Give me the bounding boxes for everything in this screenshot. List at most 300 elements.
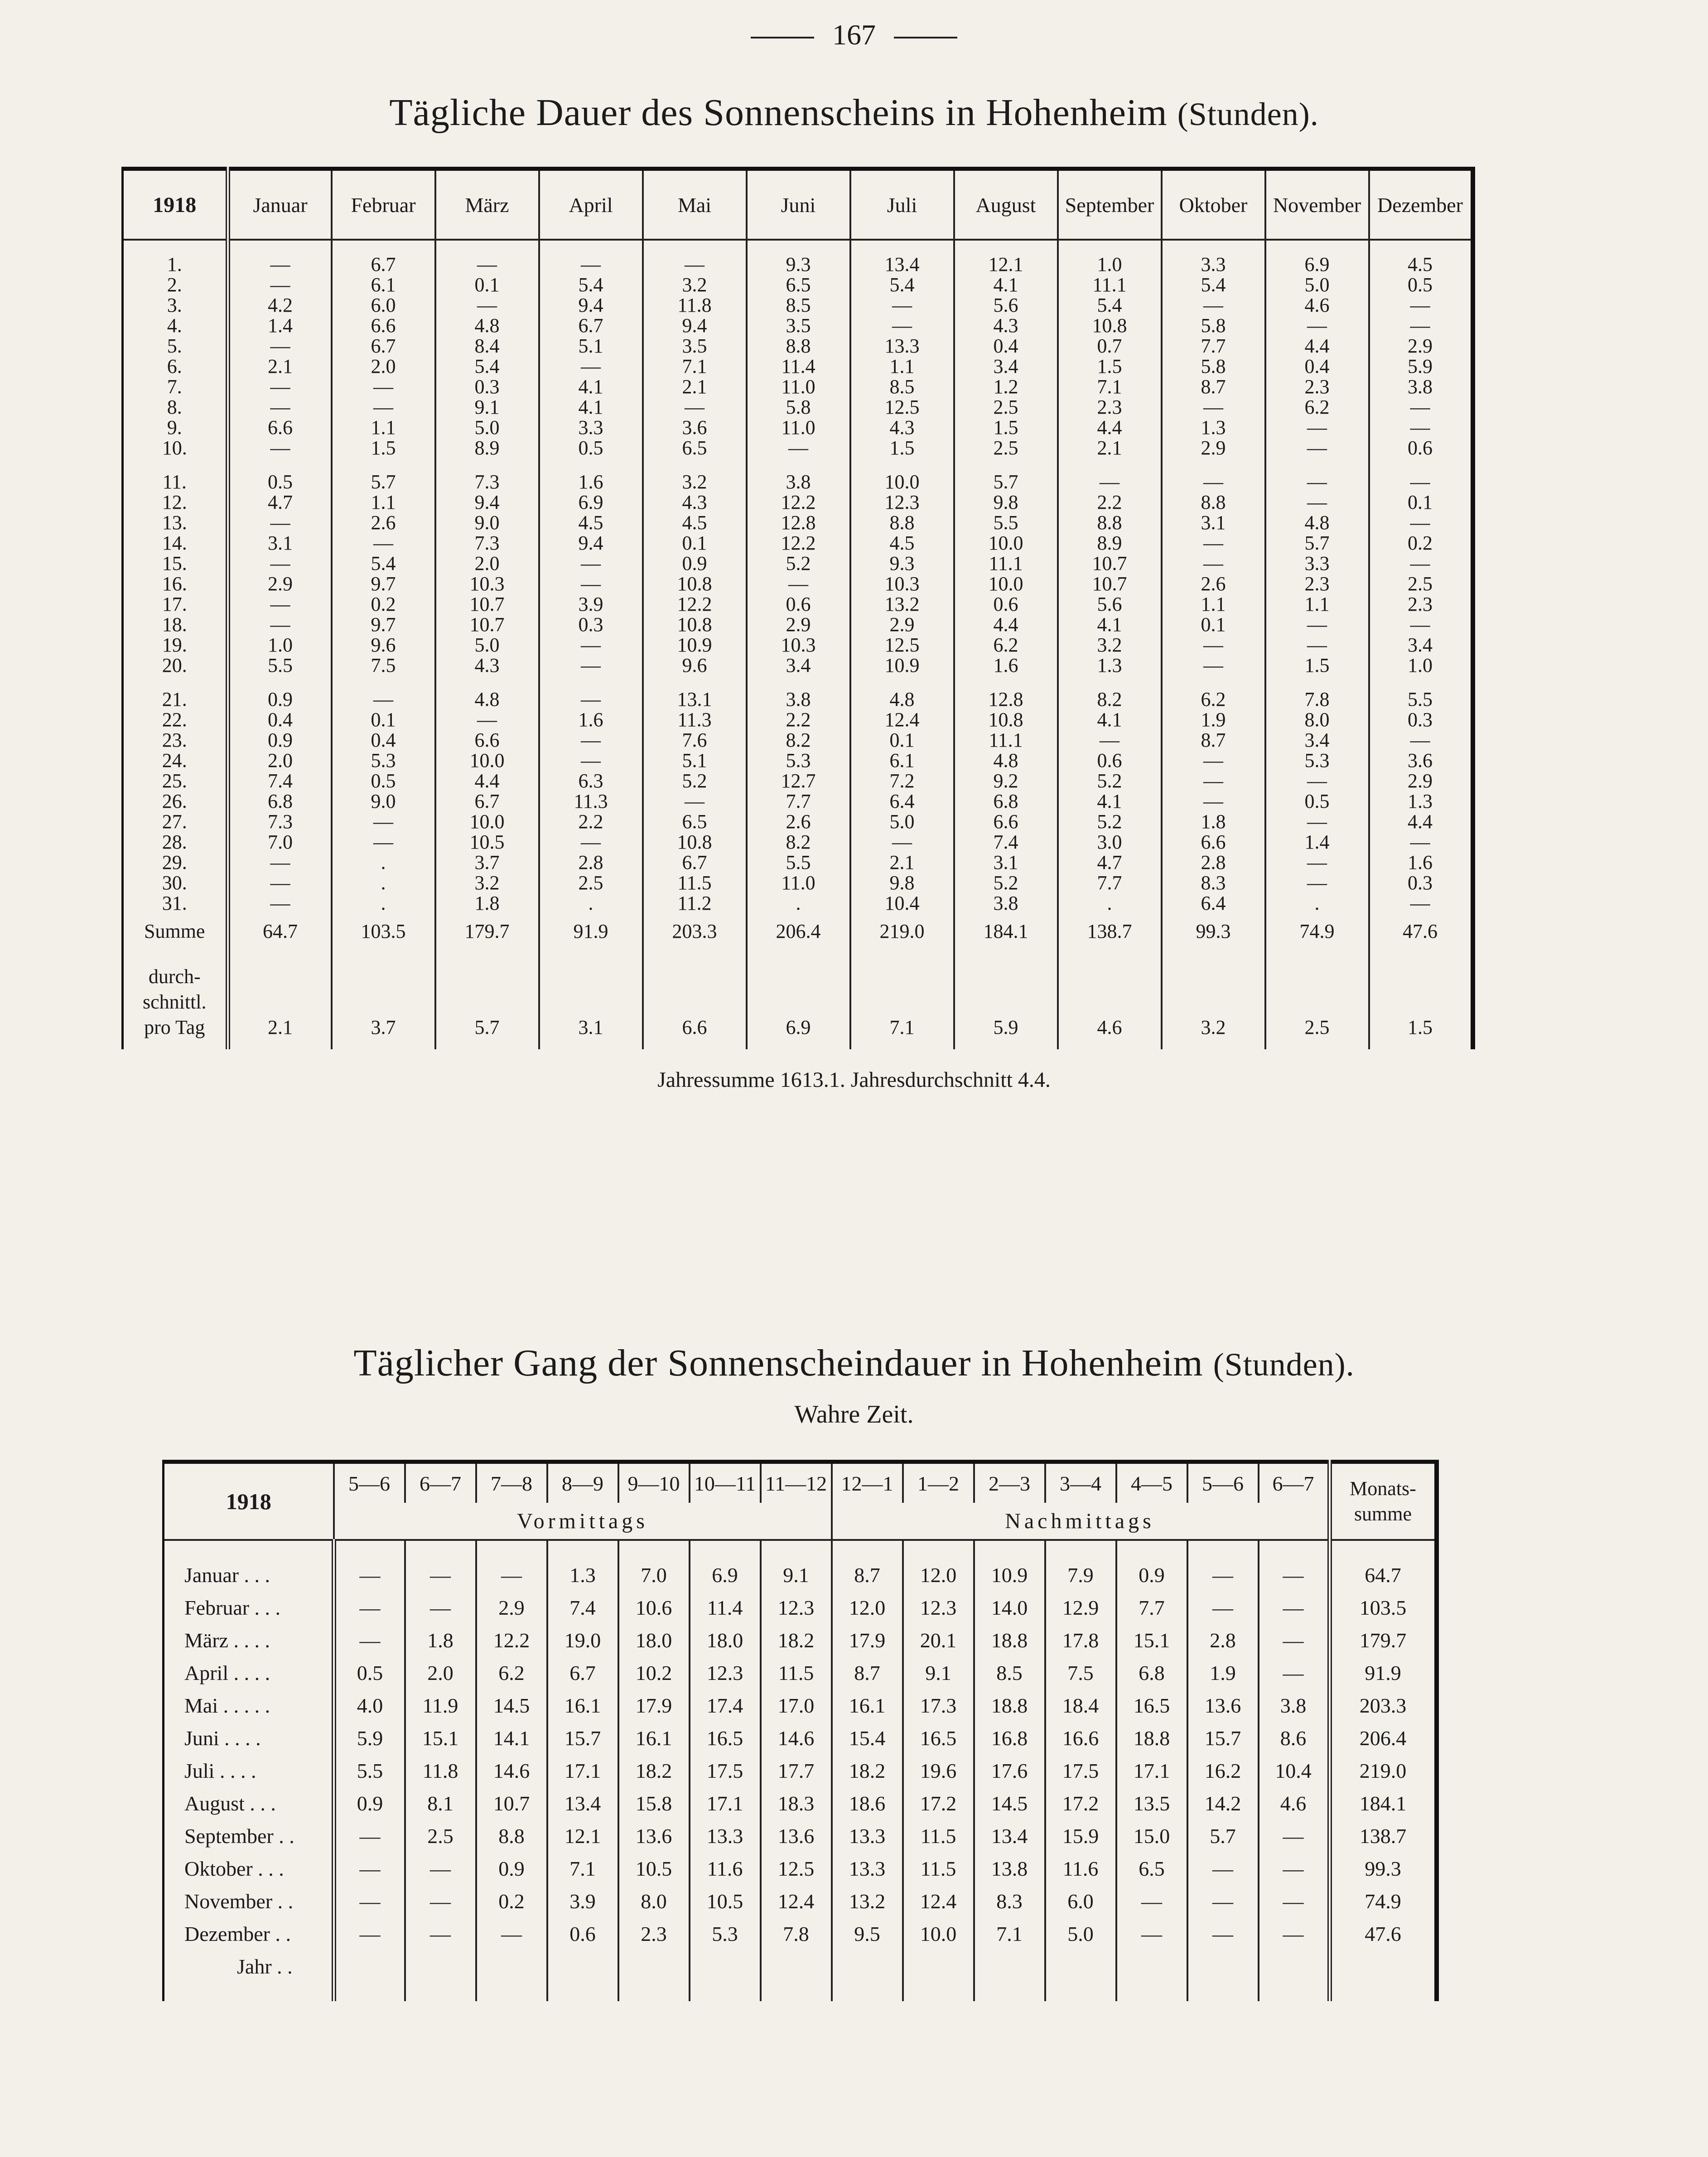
data-cell: 1.1	[332, 492, 435, 512]
day-label: 6.	[123, 356, 228, 376]
data-cell: 9.8	[954, 492, 1058, 512]
data-cell: 13.4	[547, 1787, 618, 1820]
data-cell: 16.5	[690, 1722, 761, 1755]
data-cell: —	[1162, 771, 1265, 791]
data-cell: —	[1259, 1820, 1330, 1853]
data-cell: —	[1265, 417, 1369, 438]
data-cell: 9.8	[850, 873, 954, 893]
data-cell: —	[1265, 811, 1369, 832]
data-cell: 2.8	[1187, 1624, 1259, 1657]
data-cell: 12.3	[903, 1592, 974, 1624]
data-cell: 3.8	[954, 893, 1058, 913]
average-cell: 4.6	[1058, 950, 1162, 1049]
data-cell: 11.3	[539, 791, 643, 811]
month-label: März . . . .	[164, 1624, 334, 1657]
data-cell: 13.6	[1187, 1689, 1259, 1722]
data-cell: 8.2	[1058, 689, 1162, 709]
data-cell: 13.3	[850, 336, 954, 356]
table-row	[164, 1722, 1437, 1755]
data-cell: 5.5	[334, 1755, 405, 1787]
data-cell: 8.1	[405, 1787, 476, 1820]
empty-cell	[832, 1950, 903, 1983]
data-cell: —	[228, 336, 332, 356]
empty-cell	[690, 1950, 761, 1983]
spacer-cell	[643, 240, 747, 254]
data-cell: —	[1369, 730, 1473, 750]
data-cell: 8.8	[850, 512, 954, 533]
table-row	[123, 873, 1473, 893]
data-cell: 6.7	[332, 254, 435, 275]
table-row	[123, 336, 1473, 356]
data-cell: 1.6	[1369, 852, 1473, 873]
data-cell: 12.5	[761, 1853, 832, 1885]
data-cell: 18.8	[974, 1689, 1045, 1722]
table2-container	[162, 1460, 1435, 2001]
data-cell: 13.4	[850, 254, 954, 275]
data-cell: 11.6	[690, 1853, 761, 1885]
data-cell: 7.3	[435, 533, 539, 553]
data-cell: 3.6	[643, 417, 747, 438]
data-cell: 8.7	[832, 1657, 903, 1689]
data-cell: 11.3	[643, 709, 747, 730]
data-cell: 2.2	[1058, 492, 1162, 512]
jahr-label: Jahr . .	[164, 1950, 334, 1983]
data-cell: 16.6	[1045, 1722, 1116, 1755]
data-cell: 7.7	[1162, 336, 1265, 356]
spacer-cell	[1058, 676, 1162, 689]
monatssumme-cell: 64.7	[1330, 1559, 1437, 1592]
data-cell: 15.4	[832, 1722, 903, 1755]
data-cell: 0.5	[332, 771, 435, 791]
table-row	[164, 1689, 1437, 1722]
data-cell: 0.9	[476, 1853, 547, 1885]
data-cell: 4.8	[1265, 512, 1369, 533]
data-cell: 1.1	[1162, 594, 1265, 614]
data-cell: 0.4	[1265, 356, 1369, 376]
data-cell: 10.8	[643, 832, 747, 852]
day-label: 30.	[123, 873, 228, 893]
data-cell: 6.0	[332, 295, 435, 315]
data-cell: 1.1	[332, 417, 435, 438]
empty-cell	[974, 1950, 1045, 1983]
data-cell: —	[228, 553, 332, 574]
data-cell: —	[1058, 730, 1162, 750]
spacer-cell	[618, 1983, 690, 2001]
data-cell: 2.5	[954, 397, 1058, 417]
data-cell: 8.2	[747, 832, 850, 852]
data-cell: —	[1369, 417, 1473, 438]
spacer-cell	[761, 1983, 832, 2001]
data-cell: —	[1259, 1918, 1330, 1950]
data-cell: —	[1162, 472, 1265, 492]
data-cell: 4.4	[1265, 336, 1369, 356]
data-cell: 11.0	[747, 417, 850, 438]
data-cell: 1.9	[1187, 1657, 1259, 1689]
data-cell: 8.7	[1162, 376, 1265, 397]
data-cell: 13.3	[832, 1820, 903, 1853]
spacer-cell	[164, 1983, 334, 2001]
spacer-cell	[1265, 458, 1369, 472]
spacer-cell	[850, 458, 954, 472]
data-cell: —	[228, 893, 332, 913]
data-cell: .	[332, 873, 435, 893]
table2-title-unit: (Stunden).	[1213, 1346, 1355, 1383]
data-cell: 17.5	[1045, 1755, 1116, 1787]
data-cell: 17.6	[974, 1755, 1045, 1787]
data-cell: 0.1	[1369, 492, 1473, 512]
spacer-row	[164, 1540, 1437, 1559]
data-cell: 4.8	[435, 315, 539, 336]
hour-header: 9—10	[618, 1462, 690, 1503]
data-cell: 10.0	[435, 750, 539, 771]
data-cell: 4.3	[643, 492, 747, 512]
data-cell: 10.4	[1259, 1755, 1330, 1787]
data-cell: 6.5	[643, 438, 747, 458]
day-label: 10.	[123, 438, 228, 458]
data-cell: 9.1	[903, 1657, 974, 1689]
data-cell: 14.0	[974, 1592, 1045, 1624]
summe-cell: 203.3	[643, 913, 747, 950]
spacer-cell	[1330, 1983, 1437, 2001]
average-cell: 5.7	[435, 950, 539, 1049]
data-cell: 7.1	[974, 1918, 1045, 1950]
data-cell: 0.6	[547, 1918, 618, 1950]
table1-container	[121, 167, 1472, 1092]
data-cell: 5.8	[1162, 356, 1265, 376]
data-cell: —	[435, 709, 539, 730]
data-cell: —	[1116, 1885, 1187, 1918]
data-cell: 15.1	[405, 1722, 476, 1755]
summe-cell: 184.1	[954, 913, 1058, 950]
table-row	[164, 1624, 1437, 1657]
data-cell: 6.1	[332, 275, 435, 295]
spacer-cell	[334, 1540, 405, 1559]
spacer-cell	[334, 1983, 405, 2001]
data-cell: 6.2	[1162, 689, 1265, 709]
data-cell: 10.8	[954, 709, 1058, 730]
data-cell: 13.2	[832, 1885, 903, 1918]
average-label-line: schnittl.	[142, 991, 207, 1013]
data-cell: 18.2	[761, 1624, 832, 1657]
data-cell: 3.2	[435, 873, 539, 893]
hour-header: 4—5	[1116, 1462, 1187, 1503]
data-cell: 12.7	[747, 771, 850, 791]
month-label: August . . .	[164, 1787, 334, 1820]
table-row	[164, 1592, 1437, 1624]
data-cell: 0.5	[539, 438, 643, 458]
data-cell: 0.1	[332, 709, 435, 730]
month-label: Juni . . . .	[164, 1722, 334, 1755]
data-cell: 0.6	[747, 594, 850, 614]
empty-cell	[1045, 1950, 1116, 1983]
data-cell: 16.5	[903, 1722, 974, 1755]
data-cell: 0.1	[643, 533, 747, 553]
data-cell: 8.9	[435, 438, 539, 458]
data-cell: 11.5	[643, 873, 747, 893]
data-cell: 8.6	[1259, 1722, 1330, 1755]
data-cell: 5.4	[332, 553, 435, 574]
month-label: Januar . . .	[164, 1559, 334, 1592]
data-cell: 15.9	[1045, 1820, 1116, 1853]
page-number-text: 167	[832, 19, 876, 51]
summe-label: Summe	[123, 913, 228, 950]
data-cell: 1.3	[1058, 655, 1162, 676]
data-cell: 4.8	[850, 689, 954, 709]
data-cell: 5.2	[643, 771, 747, 791]
data-cell: 6.6	[332, 315, 435, 336]
data-cell: 1.6	[539, 472, 643, 492]
data-cell: 2.5	[954, 438, 1058, 458]
data-cell: 1.0	[1369, 655, 1473, 676]
table1-month-header: Januar	[228, 169, 332, 240]
data-cell: 10.7	[1058, 574, 1162, 594]
data-cell: 6.6	[1162, 832, 1265, 852]
monatssumme-cell: 138.7	[1330, 1820, 1437, 1853]
data-cell: —	[228, 275, 332, 295]
data-cell: 10.3	[435, 574, 539, 594]
table-row	[123, 553, 1473, 574]
data-cell: 4.3	[954, 315, 1058, 336]
data-cell: —	[1162, 295, 1265, 315]
data-cell: 2.3	[1265, 376, 1369, 397]
spacer-cell	[539, 676, 643, 689]
data-cell: 9.3	[747, 254, 850, 275]
spacer-cell	[761, 1540, 832, 1559]
data-cell: 11.9	[405, 1689, 476, 1722]
month-label: Mai . . . . .	[164, 1689, 334, 1722]
data-cell: 5.0	[435, 417, 539, 438]
data-cell: 2.9	[1162, 438, 1265, 458]
data-cell: 4.4	[435, 771, 539, 791]
data-cell: 9.6	[332, 635, 435, 655]
data-cell: —	[228, 438, 332, 458]
table1-header-row	[123, 169, 1473, 240]
day-label: 9.	[123, 417, 228, 438]
data-cell: 1.9	[1162, 709, 1265, 730]
data-cell: —	[1369, 553, 1473, 574]
table1-month-header: November	[1265, 169, 1369, 240]
day-label: 8.	[123, 397, 228, 417]
data-cell: 6.6	[954, 811, 1058, 832]
hour-header: 5—6	[1187, 1462, 1259, 1503]
data-cell: 1.8	[405, 1624, 476, 1657]
data-cell: 12.8	[954, 689, 1058, 709]
data-cell: 1.8	[435, 893, 539, 913]
data-cell: —	[1265, 492, 1369, 512]
data-cell: —	[476, 1559, 547, 1592]
summe-cell: 91.9	[539, 913, 643, 950]
data-cell: 2.1	[228, 356, 332, 376]
spacer-cell	[643, 676, 747, 689]
day-label: 5.	[123, 336, 228, 356]
data-cell: 3.0	[1058, 832, 1162, 852]
table1-sunshine-daily	[121, 167, 1475, 1049]
data-cell: 11.1	[954, 730, 1058, 750]
day-label: 4.	[123, 315, 228, 336]
data-cell: 4.6	[1265, 295, 1369, 315]
data-cell: —	[228, 512, 332, 533]
data-cell: 9.1	[761, 1559, 832, 1592]
table2-title-text: Täglicher Gang der Sonnenscheindauer in Hohenheim	[353, 1342, 1203, 1384]
data-cell: —	[332, 832, 435, 852]
jahr-row	[164, 1950, 1437, 1983]
spacer-cell	[435, 676, 539, 689]
spacer-cell	[405, 1540, 476, 1559]
data-cell: —	[1162, 655, 1265, 676]
average-row	[123, 950, 1473, 1049]
data-cell: 13.6	[618, 1820, 690, 1853]
data-cell: 4.4	[954, 614, 1058, 635]
data-cell: 12.1	[547, 1820, 618, 1853]
data-cell: —	[405, 1592, 476, 1624]
data-cell: 2.9	[747, 614, 850, 635]
data-cell: —	[1162, 553, 1265, 574]
data-cell: —	[1265, 771, 1369, 791]
monatssumme-cell: 74.9	[1330, 1885, 1437, 1918]
data-cell: 0.5	[1369, 275, 1473, 295]
data-cell: 6.7	[332, 336, 435, 356]
table1-month-header: Dezember	[1369, 169, 1473, 240]
data-cell: 9.4	[435, 492, 539, 512]
data-cell: 6.5	[747, 275, 850, 295]
empty-cell	[1330, 1950, 1437, 1983]
average-cell: 2.1	[228, 950, 332, 1049]
monatssumme-cell: 103.5	[1330, 1592, 1437, 1624]
data-cell: 5.6	[954, 295, 1058, 315]
data-cell: 8.2	[747, 730, 850, 750]
day-label: 16.	[123, 574, 228, 594]
table1-month-header: Mai	[643, 169, 747, 240]
table-row	[164, 1657, 1437, 1689]
data-cell: 5.8	[747, 397, 850, 417]
data-cell: 5.5	[954, 512, 1058, 533]
spacer-cell	[643, 458, 747, 472]
data-cell: 10.5	[435, 832, 539, 852]
data-cell: 11.4	[747, 356, 850, 376]
spacer-cell	[903, 1983, 974, 2001]
data-cell: —	[1259, 1592, 1330, 1624]
empty-cell	[547, 1950, 618, 1983]
data-cell: 8.4	[435, 336, 539, 356]
data-cell: 17.8	[1045, 1624, 1116, 1657]
table1-month-header: Oktober	[1162, 169, 1265, 240]
data-cell: 5.3	[690, 1918, 761, 1950]
data-cell: —	[228, 376, 332, 397]
data-cell: 3.3	[1265, 553, 1369, 574]
data-cell: 5.2	[954, 873, 1058, 893]
month-label: Juli . . . .	[164, 1755, 334, 1787]
data-cell: 5.7	[1187, 1820, 1259, 1853]
month-label: Februar . . .	[164, 1592, 334, 1624]
data-cell: —	[332, 533, 435, 553]
data-cell: 17.1	[1116, 1755, 1187, 1787]
data-cell: 18.0	[618, 1624, 690, 1657]
data-cell: 2.5	[1369, 574, 1473, 594]
data-cell: 5.7	[954, 472, 1058, 492]
data-cell: .	[332, 852, 435, 873]
data-cell: 9.0	[332, 791, 435, 811]
data-cell: 12.5	[850, 397, 954, 417]
data-cell: 14.6	[761, 1722, 832, 1755]
spacer-cell	[850, 240, 954, 254]
spacer-cell	[974, 1983, 1045, 2001]
spacer-cell	[228, 240, 332, 254]
data-cell: 10.5	[690, 1885, 761, 1918]
data-cell: 4.1	[1058, 791, 1162, 811]
table1-year-header: 1918	[123, 169, 228, 240]
data-cell: 5.0	[1265, 275, 1369, 295]
data-cell: 2.0	[228, 750, 332, 771]
data-cell: 2.9	[476, 1592, 547, 1624]
data-cell: —	[539, 356, 643, 376]
table-row	[123, 614, 1473, 635]
data-cell: —	[405, 1885, 476, 1918]
spacer-cell	[1187, 1540, 1259, 1559]
data-cell: 0.2	[332, 594, 435, 614]
data-cell: 0.9	[1116, 1559, 1187, 1592]
data-cell: 17.9	[832, 1624, 903, 1657]
day-label: 31.	[123, 893, 228, 913]
empty-cell	[334, 1950, 405, 1983]
data-cell: 5.3	[747, 750, 850, 771]
spacer-cell	[123, 676, 228, 689]
data-cell: 0.4	[228, 709, 332, 730]
table-row	[123, 655, 1473, 676]
data-cell: 8.9	[1058, 533, 1162, 553]
data-cell: 4.2	[228, 295, 332, 315]
day-label: 7.	[123, 376, 228, 397]
data-cell: 7.3	[435, 472, 539, 492]
data-cell: 4.7	[228, 492, 332, 512]
data-cell: 17.1	[547, 1755, 618, 1787]
summe-cell: 179.7	[435, 913, 539, 950]
data-cell: —	[1259, 1559, 1330, 1592]
average-label-line: durch-	[148, 965, 201, 988]
data-cell: —	[1369, 893, 1473, 913]
data-cell: 6.8	[1116, 1657, 1187, 1689]
data-cell: 8.5	[850, 376, 954, 397]
data-cell: 0.3	[539, 614, 643, 635]
spacer-cell	[228, 676, 332, 689]
spacer-row	[123, 676, 1473, 689]
month-label: November . .	[164, 1885, 334, 1918]
summe-cell: 64.7	[228, 913, 332, 950]
hour-header: 11—12	[761, 1462, 832, 1503]
data-cell: 3.8	[1369, 376, 1473, 397]
spacer-cell	[974, 1540, 1045, 1559]
data-cell: 6.9	[690, 1559, 761, 1592]
summe-cell: 206.4	[747, 913, 850, 950]
day-label: 26.	[123, 791, 228, 811]
data-cell: —	[228, 852, 332, 873]
day-label: 13.	[123, 512, 228, 533]
day-label: 23.	[123, 730, 228, 750]
data-cell: 9.7	[332, 574, 435, 594]
table-row	[123, 254, 1473, 275]
data-cell: 18.0	[690, 1624, 761, 1657]
data-cell: —	[1369, 315, 1473, 336]
data-cell: —	[850, 832, 954, 852]
data-cell: 1.4	[228, 315, 332, 336]
table1-month-header: August	[954, 169, 1058, 240]
table1-footer: Jahressumme 1613.1. Jahresdurchschnitt 4.4.	[657, 1068, 1051, 1092]
data-cell: 9.7	[332, 614, 435, 635]
data-cell: 16.1	[618, 1722, 690, 1755]
monatssumme-line: summe	[1354, 1503, 1412, 1525]
data-cell: 1.1	[1265, 594, 1369, 614]
table-row	[123, 492, 1473, 512]
data-cell: —	[228, 594, 332, 614]
